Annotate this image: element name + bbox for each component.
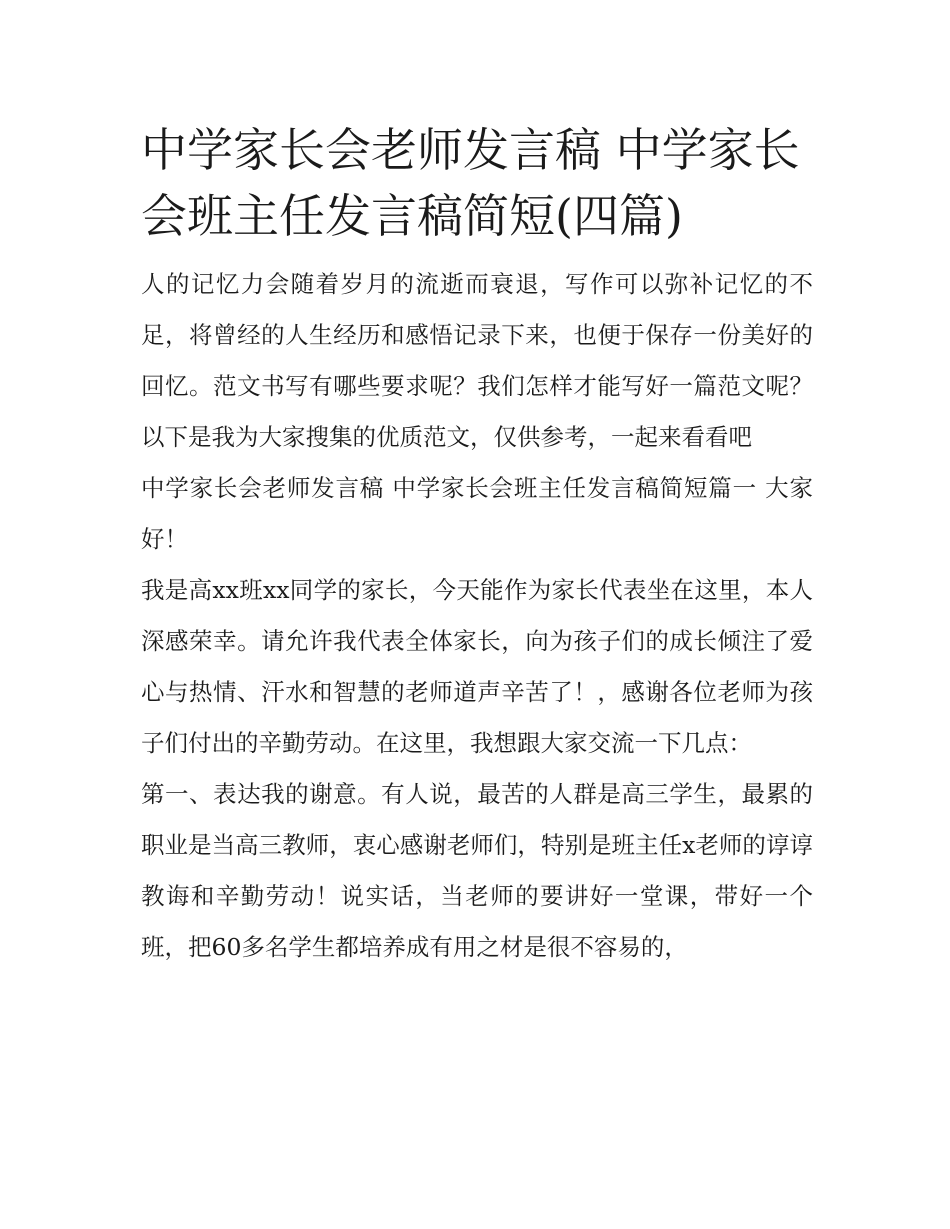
- body-paragraph: 我是高xx班xx同学的家长，今天能作为家长代表坐在这里，本人深感荣幸。请允许我代表全体家长，向为孩子们的成长倾注了爱心与热情、汗水和智慧的老师道声辛苦了！，感谢各位老师为孩子们付出的辛勤劳动。在这里，我想跟大家交流一下几点：: [141, 576, 813, 757]
- document-title: 中学家长会老师发言稿 中学家长会班主任发言稿简短(四篇): [141, 123, 800, 243]
- body-paragraph: 第一、表达我的谢意。有人说，最苦的人群是高三学生，最累的职业是当高三教师，衷心感谢老师们，特别是班主任x老师的谆谆教诲和辛勤劳动！说实话，当老师的要讲好一堂课，带好一个班，把60多名学生都培养成有用之材是很不容易的，: [141, 780, 813, 961]
- document-page: [141, 117, 813, 973]
- section-heading-paragraph: 中学家长会老师发言稿 中学家长会班主任发言稿简短篇一 大家好！: [141, 474, 813, 553]
- intro-paragraph: 人的记忆力会随着岁月的流逝而衰退，写作可以弥补记忆的不足，将曾经的人生经历和感悟记录下来，也便于保存一份美好的回忆。范文书写有哪些要求呢？我们怎样才能写好一篇范文呢？以下是我为大家搜集的优质范文，仅供参考，一起来看看吧: [141, 270, 813, 451]
